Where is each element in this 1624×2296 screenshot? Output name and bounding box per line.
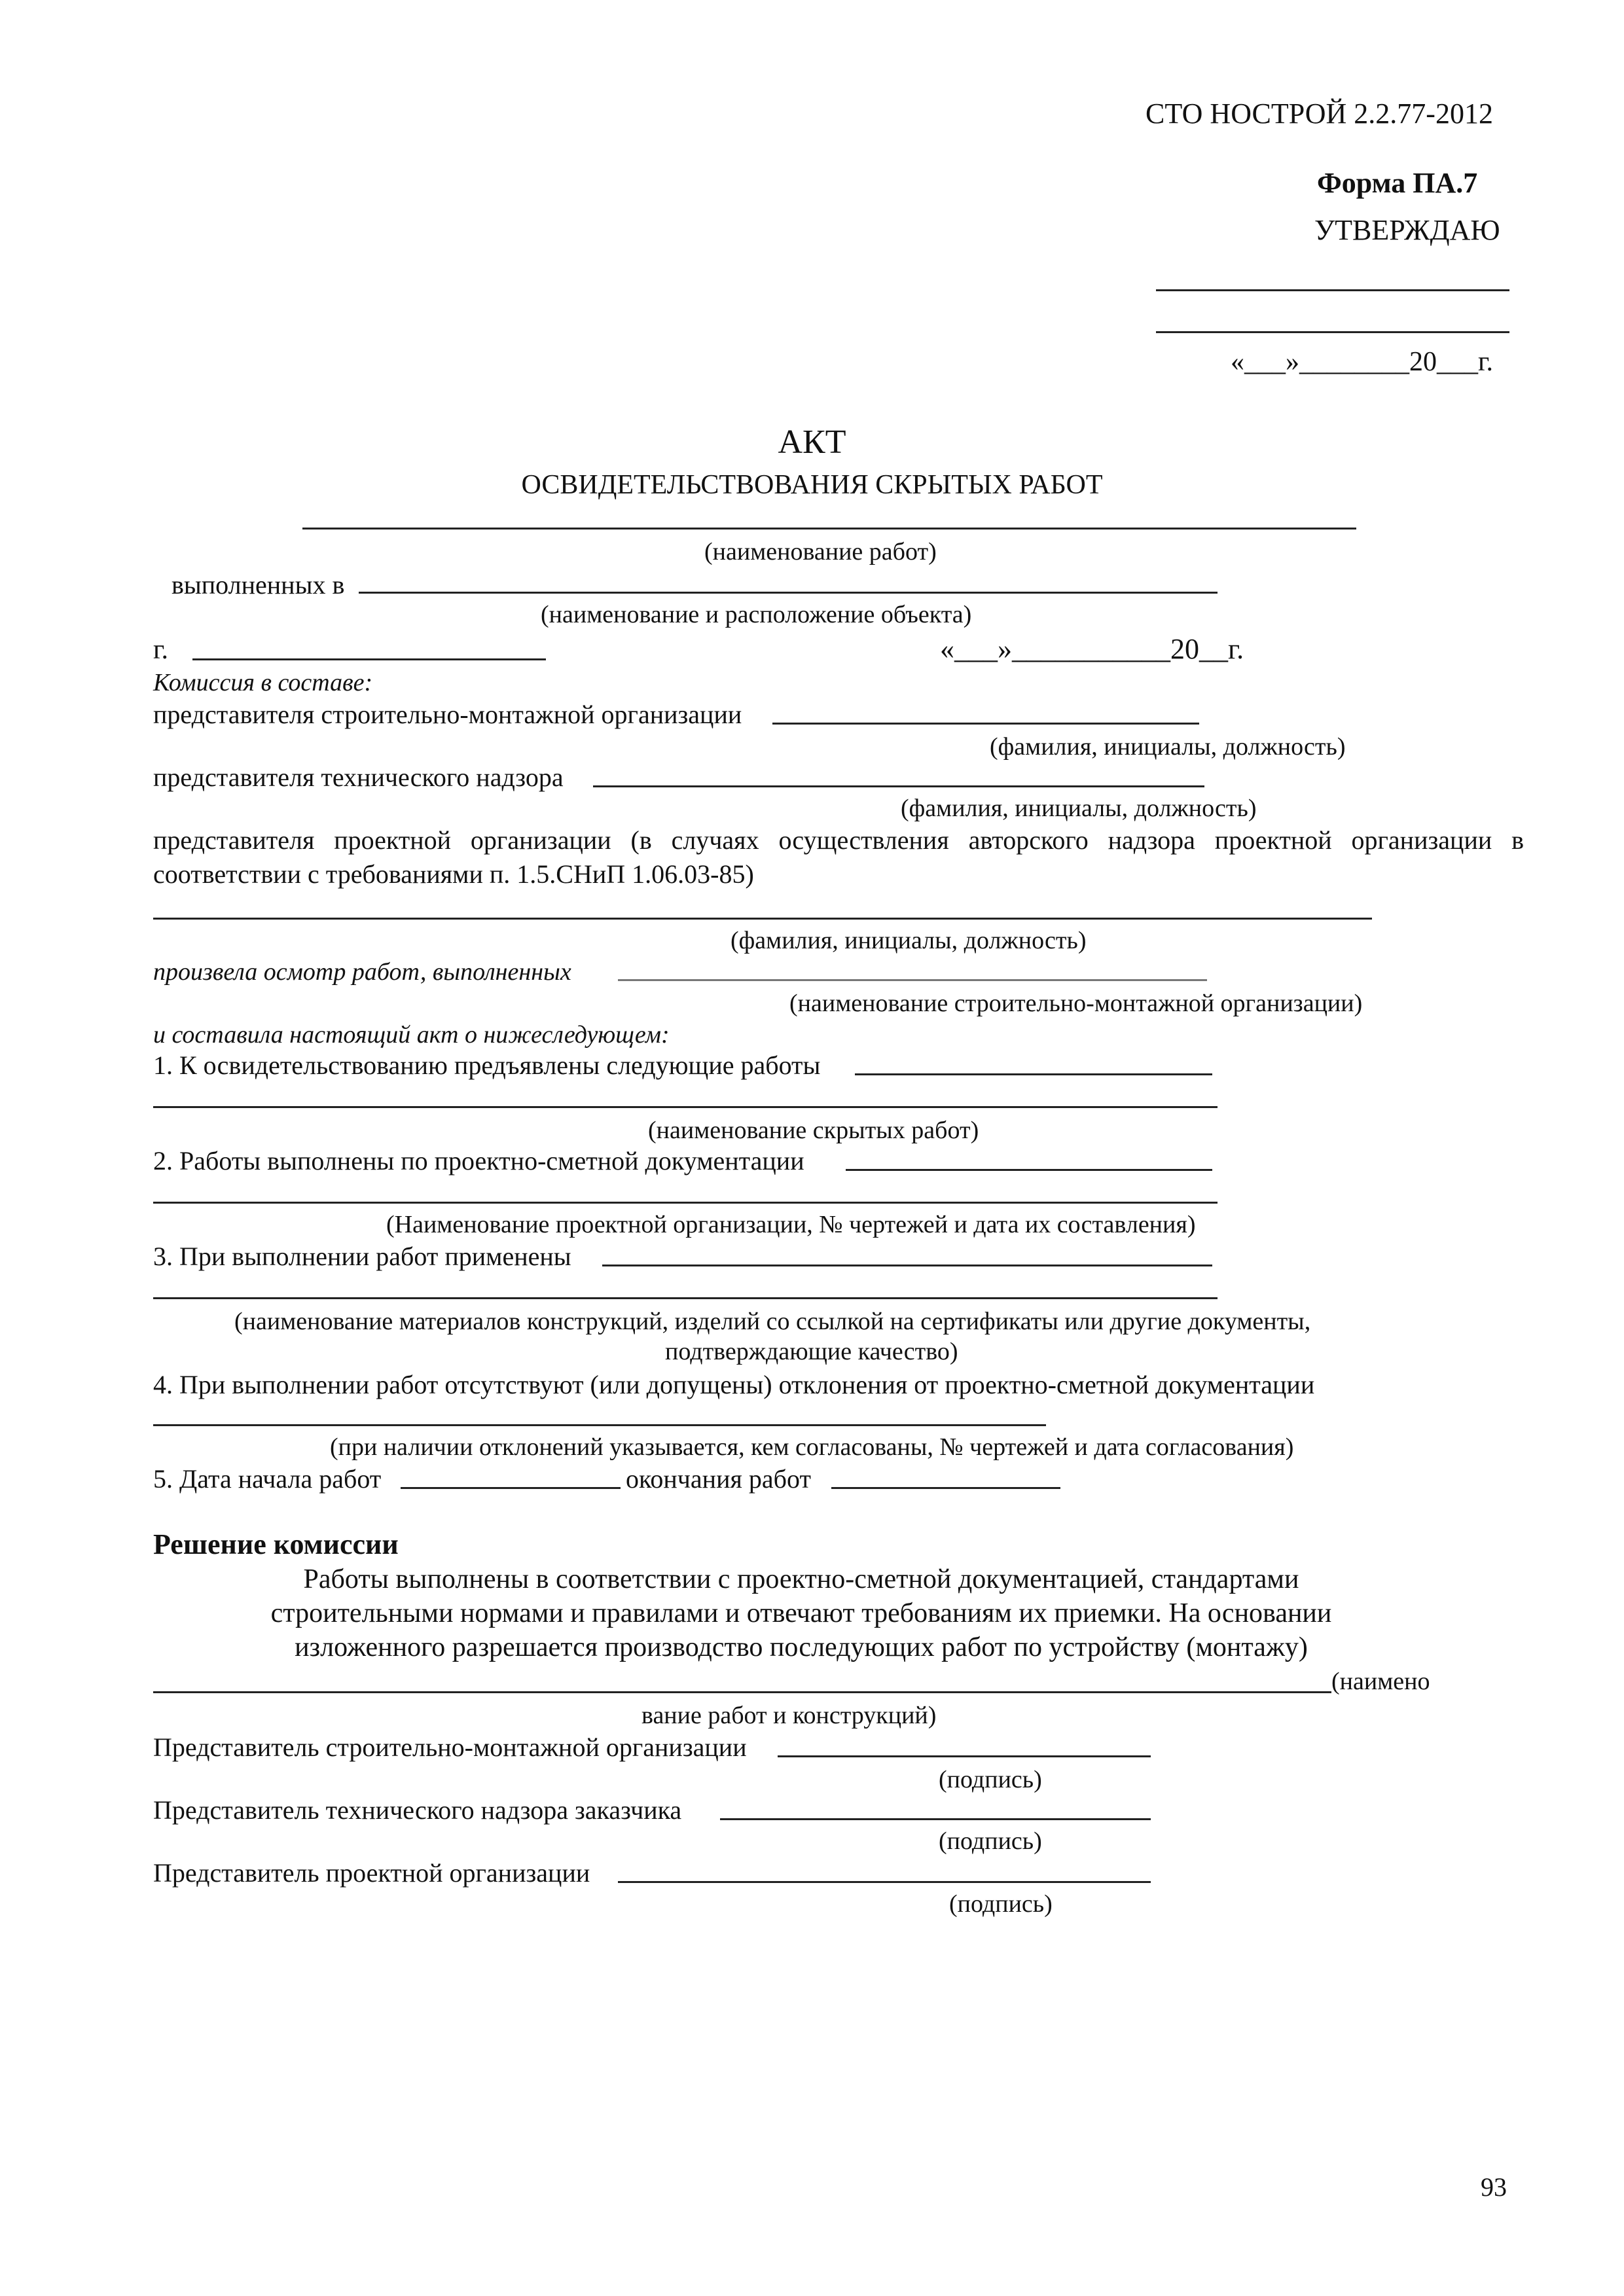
design-rep-label: представителя проектной организации (в случаях осуществления авторского надзора проектной организации в соответствии с требованиями п. 1.5.СНиП 1.06.03-85) xyxy=(153,825,1524,889)
item-2-line-a[interactable] xyxy=(846,1169,1212,1171)
composed-label: и составила настоящий акт о нижеследующем: xyxy=(153,1021,670,1049)
object-hint: (наименование и расположение объекта) xyxy=(541,601,972,628)
builder-rep-line[interactable] xyxy=(772,723,1199,725)
end-date-line[interactable] xyxy=(831,1487,1060,1489)
sign-builder-label: Представитель строительно-монтажной организации xyxy=(153,1732,747,1762)
item-2-line-b[interactable] xyxy=(153,1202,1218,1204)
sign-design-hint: (подпись) xyxy=(949,1890,1053,1918)
item-3-hint-1: (наименование материалов конструкций, изделий со ссылкой на сертификаты или другие документы, xyxy=(234,1308,1311,1335)
item-2-hint: (Наименование проектной организации, № чертежей и дата их составления) xyxy=(386,1211,1196,1238)
approver-line-2[interactable] xyxy=(1156,331,1509,333)
sign-supervision-label: Представитель технического надзора заказчика xyxy=(153,1795,682,1825)
sign-design-label: Представитель проектной организации xyxy=(153,1858,590,1888)
document-subtitle: ОСВИДЕТЕЛЬСТВОВАНИЯ СКРЫТЫХ РАБОТ xyxy=(521,470,1103,500)
decision-heading: Решение комиссии xyxy=(153,1528,399,1560)
approval-date: «___»________20___г. xyxy=(1231,347,1493,377)
item-5-end-label: окончания работ xyxy=(626,1464,811,1494)
supervision-rep-label: представителя технического надзора xyxy=(153,762,564,792)
approver-line-1[interactable] xyxy=(1156,289,1509,291)
page-number: 93 xyxy=(1481,2172,1507,2202)
design-rep-line[interactable] xyxy=(153,918,1372,920)
org-line[interactable] xyxy=(618,979,1207,981)
design-rep-hint: (фамилия, инициалы, должность) xyxy=(731,927,1087,954)
act-date: «___»___________20__г. xyxy=(940,633,1244,665)
builder-rep-hint: (фамилия, инициалы, должность) xyxy=(990,733,1346,761)
item-1-line-b[interactable] xyxy=(153,1106,1218,1108)
start-date-line[interactable] xyxy=(401,1487,621,1489)
works-name-line[interactable] xyxy=(302,528,1356,529)
item-3-line-a[interactable] xyxy=(602,1265,1212,1266)
supervision-rep-hint: (фамилия, инициалы, должность) xyxy=(901,795,1257,822)
item-4-line[interactable] xyxy=(153,1424,1046,1426)
city-line[interactable] xyxy=(192,658,546,660)
approve-label: УТВЕРЖДАЮ xyxy=(1314,214,1500,246)
sign-supervision-hint: (подпись) xyxy=(939,1827,1042,1855)
sign-design-line[interactable] xyxy=(618,1881,1151,1883)
item-3-hint-2: подтверждающие качество) xyxy=(665,1338,958,1365)
form-number: Форма ПА.7 xyxy=(1317,167,1478,199)
item-2-label: 2. Работы выполнены по проектно-сметной документации xyxy=(153,1146,804,1175)
org-hint: (наименование строительно-монтажной организации) xyxy=(789,990,1363,1017)
sign-builder-hint: (подпись) xyxy=(939,1766,1042,1793)
commission-heading: Комиссия в составе: xyxy=(153,669,373,696)
decision-hint-a: (наимено xyxy=(1331,1668,1430,1695)
document-title: АКТ xyxy=(778,423,846,461)
item-3-line-b[interactable] xyxy=(153,1297,1218,1299)
decision-line-3: изложенного разрешается производство последующих работ по устройству (монтажу) xyxy=(295,1632,1308,1662)
city-label: г. xyxy=(153,635,168,665)
supervision-rep-line[interactable] xyxy=(593,785,1204,787)
item-1-label: 1. К освидетельствованию предъявлены следующие работы xyxy=(153,1050,821,1080)
works-name-hint: (наименование работ) xyxy=(704,538,937,565)
decision-line-2: строительными нормами и правилами и отвечают требованиям их приемки. На основании xyxy=(270,1598,1332,1628)
decision-hint-b: вание работ и конструкций) xyxy=(641,1702,937,1729)
next-works-line[interactable] xyxy=(153,1691,1331,1693)
item-1-hint: (наименование скрытых работ) xyxy=(648,1117,979,1144)
decision-line-1: Работы выполнены в соответствии с проектно-сметной документацией, стандартами xyxy=(303,1564,1299,1594)
sign-supervision-line[interactable] xyxy=(720,1818,1151,1820)
object-line[interactable] xyxy=(359,592,1218,594)
standard-code: СТО НОСТРОЙ 2.2.77-2012 xyxy=(1146,98,1493,130)
item-4-label: 4. При выполнении работ отсутствуют (или допущены) отклонения от проектно-сметной документации xyxy=(153,1370,1315,1399)
item-4-hint: (при наличии отклонений указывается, кем согласованы, № чертежей и дата согласования) xyxy=(330,1433,1294,1461)
builder-rep-label: представителя строительно-монтажной организации xyxy=(153,700,742,729)
item-1-line-a[interactable] xyxy=(855,1073,1212,1075)
item-5-start-label: 5. Дата начала работ xyxy=(153,1464,382,1494)
sign-builder-line[interactable] xyxy=(778,1755,1151,1757)
item-3-label: 3. При выполнении работ применены xyxy=(153,1242,571,1271)
done-in-label: выполненных в xyxy=(171,570,345,600)
inspected-label: произвела осмотр работ, выполненных xyxy=(153,958,571,986)
